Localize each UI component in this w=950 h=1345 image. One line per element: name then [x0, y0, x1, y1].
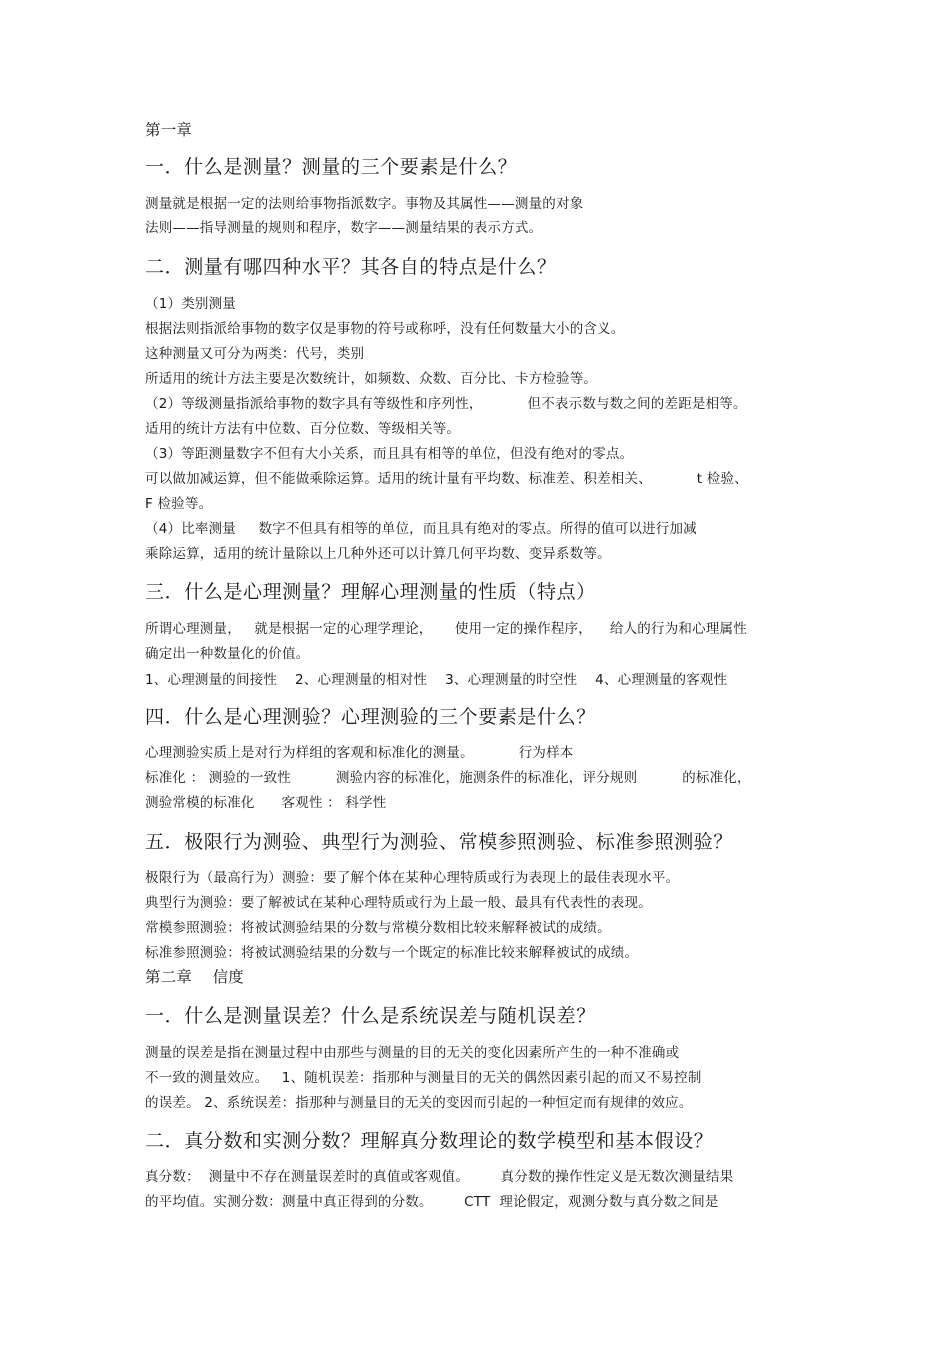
body-line: 1、心理测量的间接性 2、心理测量的相对性 3、心理测量的时空性 4、心理测量的客观性 — [145, 672, 728, 688]
body-line: 测验常模的标准化 客观性 ： 科学性 — [145, 795, 387, 811]
question-heading: 二．测量有哪四种水平？其各自的特点是什么？ — [145, 256, 557, 278]
body-line: 确定出一种数量化的价值。 — [145, 646, 310, 662]
body-line: 真分数： 测量中不存在测量误差时的真值或客观值。 真分数的操作性定义是无数次测量结果 — [145, 1169, 734, 1185]
body-line: （3）等距测量数字不但有大小关系，而且具有相等的单位，但没有绝对的零点。 — [145, 446, 634, 462]
chapter-1-title: 第一章 — [145, 121, 193, 139]
body-line: 测量的误差是指在测量过程中由那些与测量的目的无关的变化因素所产生的一种不准确或 — [145, 1045, 680, 1061]
question-heading: 一．什么是测量？测量的三个要素是什么？ — [145, 156, 518, 178]
body-line: 不一致的测量效应。 1、随机误差：指那种与测量目的无关的偶然因素引起的而又不易控制 — [145, 1070, 702, 1086]
body-line: 所谓心理测量， 就是根据一定的心理学理论， 使用一定的操作程序， 给人的行为和心理属性 — [145, 621, 747, 637]
body-line: F 检验等。 — [145, 496, 213, 512]
body-line: 标准参照测验：将被试测验结果的分数与一个既定的标准比较来解释被试的成绩。 — [145, 945, 639, 961]
body-line: 典型行为测验：要了解被试在某种心理特质或行为上最一般、最具有代表性的表现。 — [145, 895, 652, 911]
body-line: 可以做加减运算，但不能做乘除运算。适用的统计量有平均数、标准差、积差相关、 t 检验、 — [145, 471, 748, 487]
body-line: （1）类别测量 — [145, 296, 236, 312]
body-line: 的平均值。实测分数：测量中真正得到的分数。 CTT 理论假定，观测分数与真分数之间是 — [145, 1194, 719, 1210]
body-line: 法则——指导测量的规则和程序，数字——测量结果的表示方式。 — [145, 220, 543, 236]
question-heading: 一．什么是测量误差？什么是系统误差与随机误差？ — [145, 1005, 596, 1027]
question-heading: 三．什么是心理测量？理解心理测量的性质（特点） — [145, 581, 596, 603]
body-line: 根据法则指派给事物的数字仅是事物的符号或称呼，没有任何数量大小的含义。 — [145, 321, 625, 337]
body-line: 的误差。 2、系统误差：指那种与测量目的无关的变因而引起的一种恒定而有规律的效应。 — [145, 1095, 693, 1111]
body-line: 常模参照测验：将被试测验结果的分数与常模分数相比较来解释被试的成绩。 — [145, 920, 611, 936]
body-line: 标准化 ： 测验的一致性 测验内容的标准化，施测条件的标准化，评分规则 的标准化， — [145, 770, 751, 786]
body-line: 这种测量又可分为两类：代号，类别 — [145, 346, 365, 362]
body-line: （4）比率测量 数字不但具有相等的单位，而且具有绝对的零点。所得的值可以进行加减 — [145, 521, 697, 537]
body-line: 适用的统计方法有中位数、百分位数、等级相关等。 — [145, 421, 461, 437]
body-line: （2）等级测量指派给事物的数字具有等级性和序列性， 但不表示数与数之间的差距是相等。 — [145, 396, 747, 412]
chapter-2-title: 第二章 信度 — [145, 968, 245, 986]
question-heading: 二．真分数和实测分数？理解真分数理论的数学模型和基本假设？ — [145, 1130, 714, 1152]
body-line: 心理测验实质上是对行为样组的客观和标准化的测量。 行为样本 — [145, 745, 574, 761]
question-heading: 四．什么是心理测验？心理测验的三个要素是什么？ — [145, 706, 596, 728]
body-line: 乘除运算，适用的统计量除以上几种外还可以计算几何平均数、变异系数等。 — [145, 546, 611, 562]
body-line: 所适用的统计方法主要是次数统计，如频数、众数、百分比、卡方检验等。 — [145, 371, 598, 387]
question-heading: 五．极限行为测验、典型行为测验、常模参照测验、标准参照测验？ — [145, 831, 734, 853]
body-line: 极限行为（最高行为）测验：要了解个体在某种心理特质或行为表现上的最佳表现水平。 — [145, 870, 680, 886]
body-line: 测量就是根据一定的法则给事物指派数字。事物及其属性——测量的对象 — [145, 196, 584, 212]
